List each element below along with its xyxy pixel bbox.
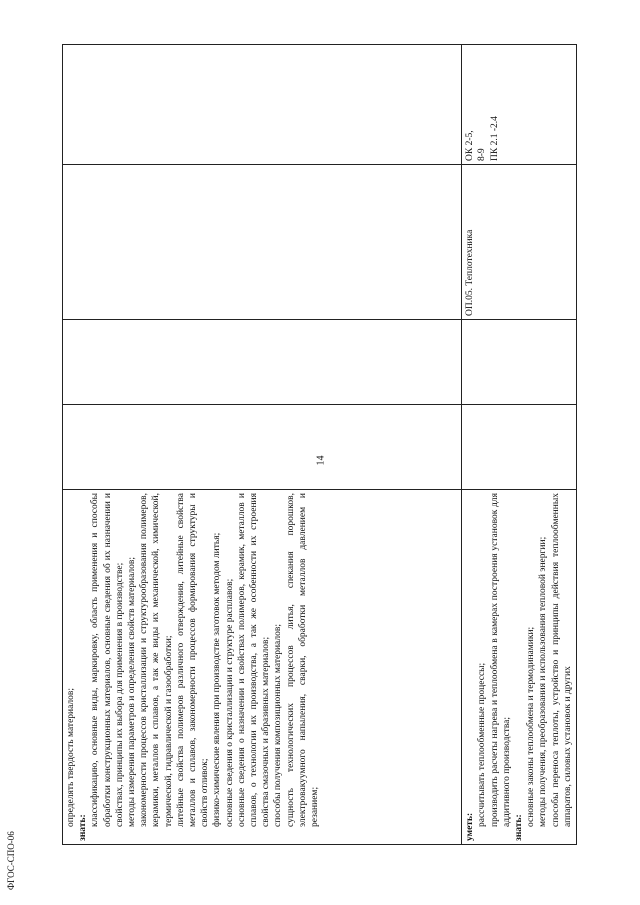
empty-cell	[462, 405, 577, 490]
text-line: методы измерения параметров и определения свойств материалов;	[127, 556, 138, 827]
empty-cell	[63, 405, 462, 490]
text-line: физико-химические явления при производстве заготовок методом литья;	[212, 532, 223, 827]
content-cell	[462, 490, 577, 845]
text-line: классификацию, основные виды, маркировку, область применения и способы обработки конструкционных материалов, основные сведения об их назначении и свойствах, принципы их выбора для применения в производстве;	[90, 493, 125, 827]
table-row	[462, 45, 577, 845]
text-line: литейные свойства полимеров различного отверждения, литейные свойства металлов и сплавов, закономерности процессов формирования структуры и свойств отливок;	[175, 493, 211, 827]
text-line: производить расчеты нагрева и теплообмена в камерах построения установок для аддитивного производства;	[489, 493, 512, 827]
section-label: знать:	[78, 814, 89, 841]
competency: ПК 2.1 -2.4	[489, 116, 500, 161]
section-label: знать:	[513, 814, 524, 841]
competency: ОК 2-5,	[465, 130, 476, 161]
empty-cell	[63, 320, 462, 405]
curriculum-table	[62, 44, 577, 845]
text-line: способы переноса теплоты, устройство и принципы действия теплообменных аппаратов, силовых установок и других	[550, 493, 573, 827]
text-line: определять твердость материалов;	[66, 687, 76, 827]
discipline-cell	[462, 165, 577, 320]
competency: 8-9	[477, 148, 488, 161]
text-line: способы получения композиционных материалов;	[273, 624, 284, 827]
content-cell	[63, 490, 462, 845]
discipline-name: ОП.05. Теплотехника	[465, 229, 476, 316]
footer-code: ФГОС-СПО-06	[6, 831, 16, 890]
text-line: сущность технологических процессов литья, спекания порошков, электровакуумного напыления, сварки, обработки металлов давлением и резанием;	[285, 493, 321, 827]
table-row	[63, 45, 462, 845]
text-line: основные законы теплообмена и термодинамики;	[526, 626, 537, 827]
rotated-table-wrapper	[62, 45, 577, 845]
text-line: основные сведения о кристаллизации и структуре расплавов;	[224, 578, 235, 827]
empty-cell	[63, 165, 462, 320]
empty-cell	[462, 320, 577, 405]
text-line: закономерности процессов кристаллизации и структурообразования полимеров, керамики, металлов и сплавов, а так же виды их механической, химической, термической, гидравлической и газообработки;	[139, 493, 174, 827]
section-label: уметь:	[465, 812, 476, 841]
text-line: методы получения, преобразования и использования тепловой энергии;	[538, 536, 549, 827]
text-line: основные сведения о назначении и свойствах полимеров, керамик, металлов и сплавов, о технологии их производства, а так же особенности их строения свойства смазочных и абразивных материалов;	[236, 493, 272, 827]
page-number: 14	[315, 455, 327, 466]
empty-cell	[63, 45, 462, 165]
competencies-cell	[462, 45, 577, 165]
text-line: рассчитывать теплообменные процессы;	[477, 662, 488, 827]
